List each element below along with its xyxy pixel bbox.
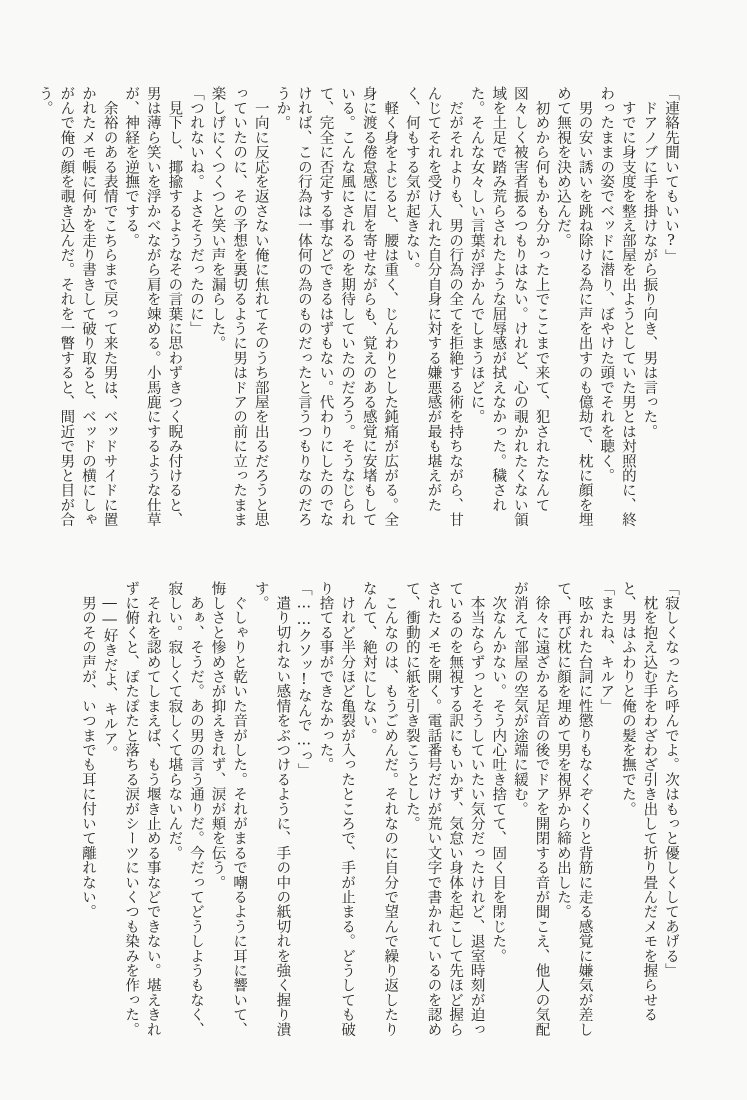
paragraph: だがそれよりも、男の行為の全てを拒絶する術を持ちながら、甘んじてそれを受け入れた自分自身に対する嫌悪感が最も堪えがたく、何もする気が起きない。 — [403, 86, 464, 527]
paragraph: こんなのは、もうごめんだ。それなのに自分で望んで繰り返したりなんて、絶対にしない。 — [360, 581, 399, 1037]
paragraph: 次なんかない。そう内心吐き捨てて、固く目を閉じた。 — [490, 581, 507, 964]
paragraph: 一向に反応を返さない俺に焦れてそのうち部屋を出るだろうと思っていたのに、その予想を裏切るように男はドアの前に立ったまま楽しげにくつくつと笑い声を漏らした。 — [209, 86, 269, 527]
paragraph: ぐしゃりと乾いた音がした。それがまるで嘲るように耳に響いて、悔しさと惨めさが抑えきれず、涙が頬を伝う。 — [209, 581, 248, 1037]
text-block-bottom — [76, 581, 681, 1045]
text-block-top — [33, 86, 681, 538]
paragraph: 呟かれた台詞に性懲りもなくぞくりと背筋に走る感覚に嫌気が差して、再び枕に顔を埋めて男を視界から締め出した。 — [555, 581, 593, 1037]
paragraph: それを認めてしまえば、もう堰き止める事などできない。堪えきれずに俯くと、ぽたぽたと落ちる涙がシーツにいくつも染みを作った。 — [123, 581, 161, 1037]
paragraph: 軽く身をよじると、腰は重く、じんわりとした鈍痛が広がる。全身に渡る倦怠感に眉を寄せながらも、覚えのある感覚に安堵もしている。こんな風にされるのを期待していたのだろう。そうなじられて、完全に否定する事などできるはずもない。代わりにしたのでなければ、この行為は一体何の為のものだったと言うつもりなのだろうか。 — [274, 86, 399, 527]
paragraph: 枕を抱え込む手をわざわざ引き出して折り畳んだメモを握らせると、男はふわりと俺の髪を撫でた。 — [619, 581, 658, 1022]
paragraph: 余裕のある表情でこちらまで戻って来た男は、ベッドサイドに置かれたメモ帳に何かを走り書きして破り取ると、ベッドの横にしゃがんで俺の顔を覗き込んだ。それを一瞥すると、間近で男と目が合う。 — [36, 86, 118, 527]
paragraph: 男のその声が、いつまでも耳に付いて離れない。 — [79, 581, 96, 920]
paragraph: 遣り切れない感情をぶつけるように、手の中の紙切れを強く握り潰す。 — [252, 581, 291, 1037]
paragraph: 徐々に遠ざかる足音の後でドアを開閉する音が聞こえ、他人の気配が消えて部屋の空気が途端に緩む。 — [511, 581, 550, 1037]
paragraph: ――好きだよ、キルア。 — [101, 581, 118, 761]
paragraph: ドアノブに手を掛けながら振り向き、男は言った。 — [641, 86, 658, 439]
paragraph: 「寂しくなったら呼んでよ。次はもっと優しくしてあげる」 — [663, 581, 679, 978]
paragraph: 見下し、揶揄するようなその言葉に思わずきつく睨み付けると、男は薄ら笑いを浮かべながら肩を竦める。小馬鹿にするような仕草が、神経を逆撫でする。 — [123, 86, 183, 527]
paragraph: 「つれないね。よさそうだったのに」 — [187, 86, 204, 336]
paragraph: けれど半分ほど亀裂が入ったところで、手が止まる。どうしても破り捨てる事ができなかった。 — [317, 581, 356, 1037]
paragraph: 男の安い誘いを跳ね除ける為に声を出すのも億劫で、枕に顔を埋めて無視を決め込んだ。 — [555, 86, 593, 527]
paragraph: すでに身支度を整え部屋を出ようとしていた男とは対照的に、終わったままの姿でベッドに潜り、ぼやけた頭でそれを聴く。 — [598, 86, 636, 527]
paragraph: 「連絡先聞いてもいい?」 — [663, 86, 679, 264]
paragraph: 本当ならずっとそうしていたい気分だったけれど、退室時刻が迫っているのを無視する訳にもいかず、気怠い身体を起こして先ほど握らされたメモを開く。電話番号だけが荒い文字で書かれているのを認めて、衝動的に紙を引き裂こうとした。 — [403, 581, 485, 1037]
paragraph: 「……クソッ!なんで…っ」 — [295, 581, 312, 779]
paragraph: あぁ、そうだ。あの男の言う通りだ。今だってどうしようもなく、寂しい。寂しくて寂しくて堪らないんだ。 — [166, 581, 204, 1037]
paragraph: 初めから何もかも分かった上でここまで来て、犯されたなんて図々しく被害者振るつもりはない。けれど、心の覗かれたくない領域を土足で踏み荒らされたような屈辱感が拭えなかった。穢された。そんな女々しい言葉が浮かんでしまうほどに。 — [468, 86, 550, 527]
paragraph: 「またね、キルア」 — [598, 581, 615, 714]
